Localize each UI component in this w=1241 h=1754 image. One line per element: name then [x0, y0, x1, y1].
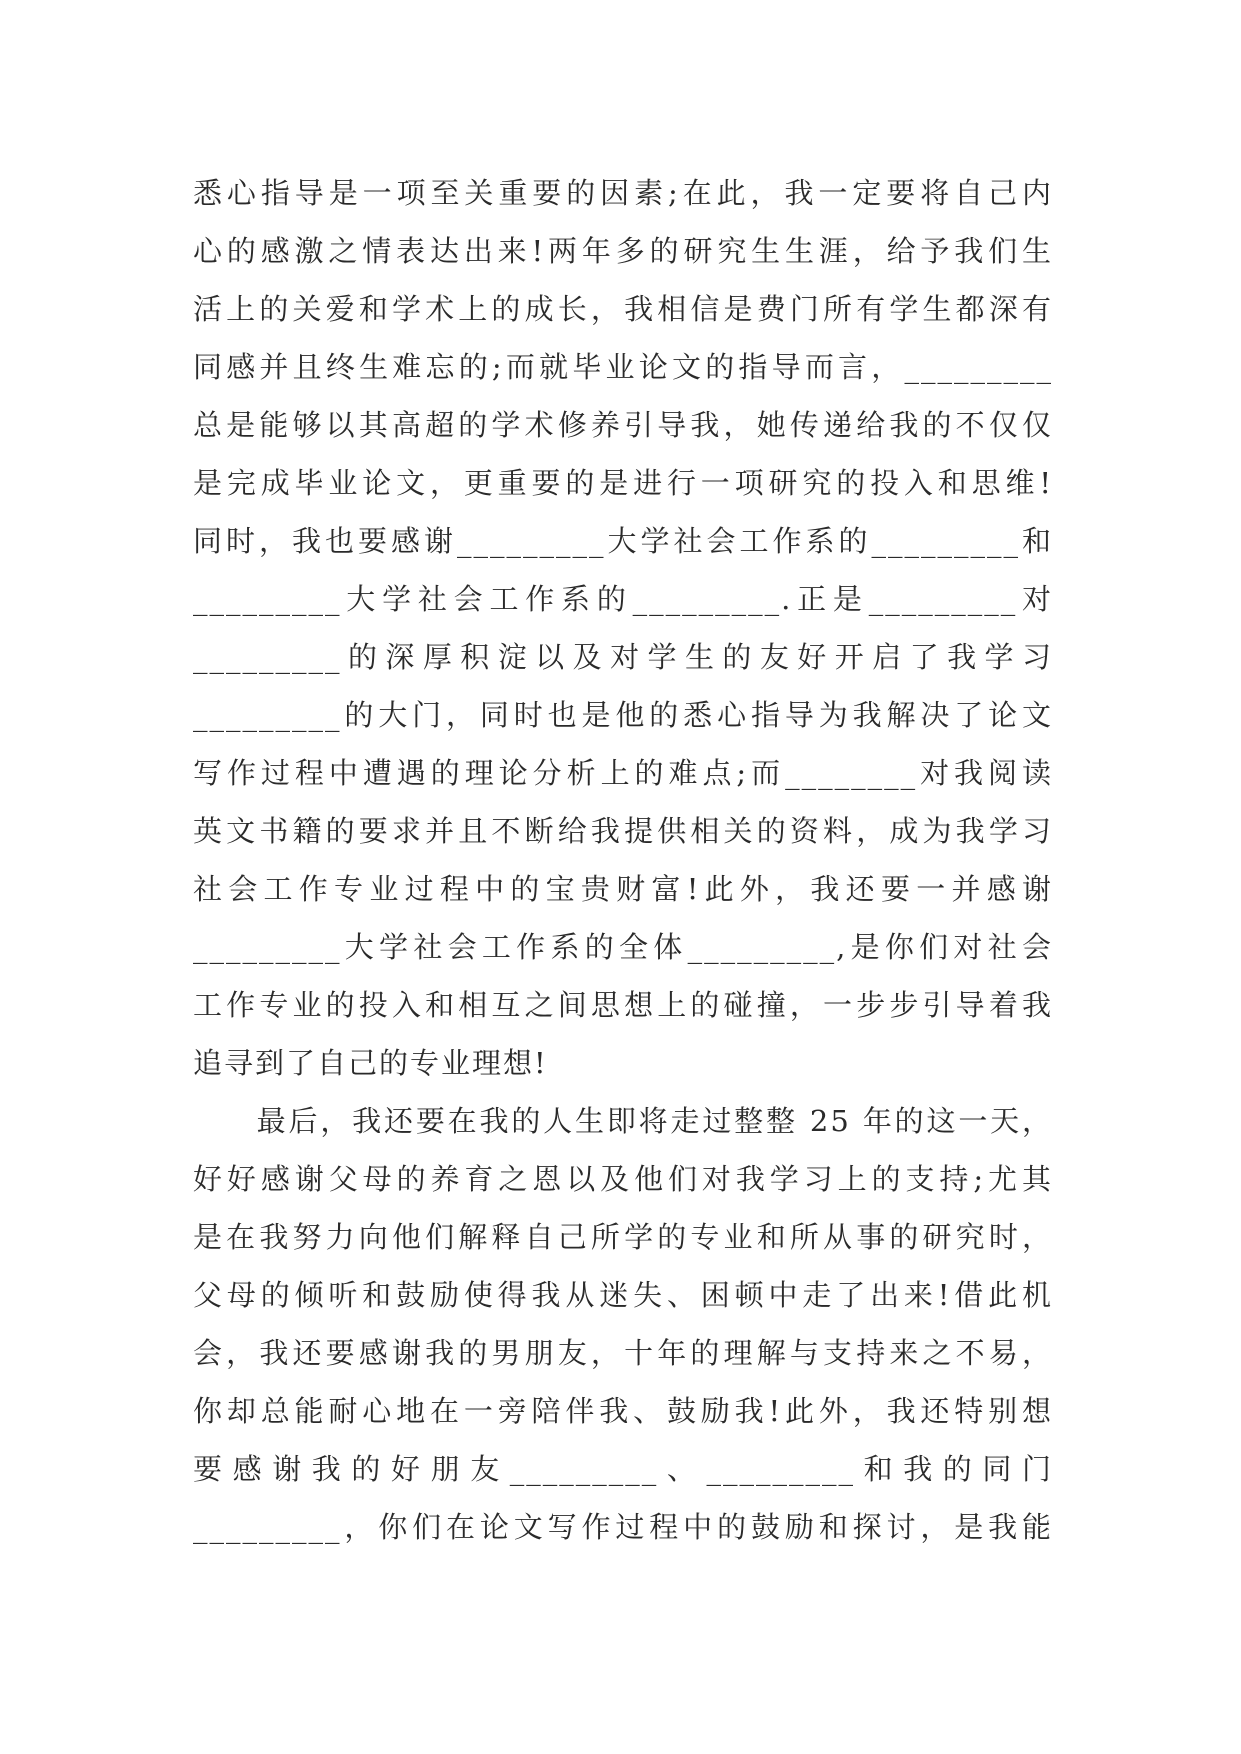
- text-line: 同时，我也要感谢_________大学社会工作系的_________和: [193, 524, 1053, 558]
- text-line: _________大学社会工作系的全体_________,是你们对社会: [193, 930, 1053, 964]
- text-line: _________的深厚积淀以及对学生的友好开启了我学习: [193, 640, 1053, 674]
- text-line: 悉心指导是一项至关重要的因素;在此，我一定要将自己内: [193, 176, 1053, 210]
- text-line: 工作专业的投入和相互之间思想上的碰撞，一步步引导着我: [193, 988, 1053, 1022]
- text-line: 是在我努力向他们解释自己所学的专业和所从事的研究时，: [193, 1220, 1053, 1254]
- paragraph-start-line: 最后，我还要在我的人生即将走过整整 25 年的这一天，: [193, 1104, 1053, 1138]
- text-line: 写作过程中遭遇的理论分析上的难点;而________对我阅读: [193, 756, 1053, 790]
- document-body: [193, 164, 1053, 1556]
- text-line: _________的大门，同时也是他的悉心指导为我解决了论文: [193, 698, 1053, 732]
- text-line: _________大学社会工作系的_________.正是_________对: [193, 582, 1053, 616]
- text-line: 同感并且终生难忘的;而就毕业论文的指导而言，_________: [193, 350, 1053, 384]
- text-line: 英文书籍的要求并且不断给我提供相关的资料，成为我学习: [193, 814, 1053, 848]
- text-line: 活上的关爱和学术上的成长，我相信是费门所有学生都深有: [193, 292, 1053, 326]
- text-line: 你却总能耐心地在一旁陪伴我、鼓励我!此外，我还特别想: [193, 1394, 1053, 1428]
- text-line: 会，我还要感谢我的男朋友，十年的理解与支持来之不易，: [193, 1336, 1053, 1370]
- text-line: 社会工作专业过程中的宝贵财富!此外，我还要一并感谢: [193, 872, 1053, 906]
- text-line: 好好感谢父母的养育之恩以及他们对我学习上的支持;尤其: [193, 1162, 1053, 1196]
- text-line: 是完成毕业论文，更重要的是进行一项研究的投入和思维!: [193, 466, 1053, 500]
- text-line: 要感谢我的好朋友_________、_________和我的同门: [193, 1452, 1053, 1486]
- text-line: 心的感激之情表达出来!两年多的研究生生涯，给予我们生: [193, 234, 1053, 268]
- text-line: 总是能够以其高超的学术修养引导我，她传递给我的不仅仅: [193, 408, 1053, 442]
- paragraph-end-line: 追寻到了自己的专业理想!: [193, 1046, 548, 1080]
- text-line: _________，你们在论文写作过程中的鼓励和探讨，是我能: [193, 1510, 1053, 1544]
- text-line: 父母的倾听和鼓励使得我从迷失、困顿中走了出来!借此机: [193, 1278, 1053, 1312]
